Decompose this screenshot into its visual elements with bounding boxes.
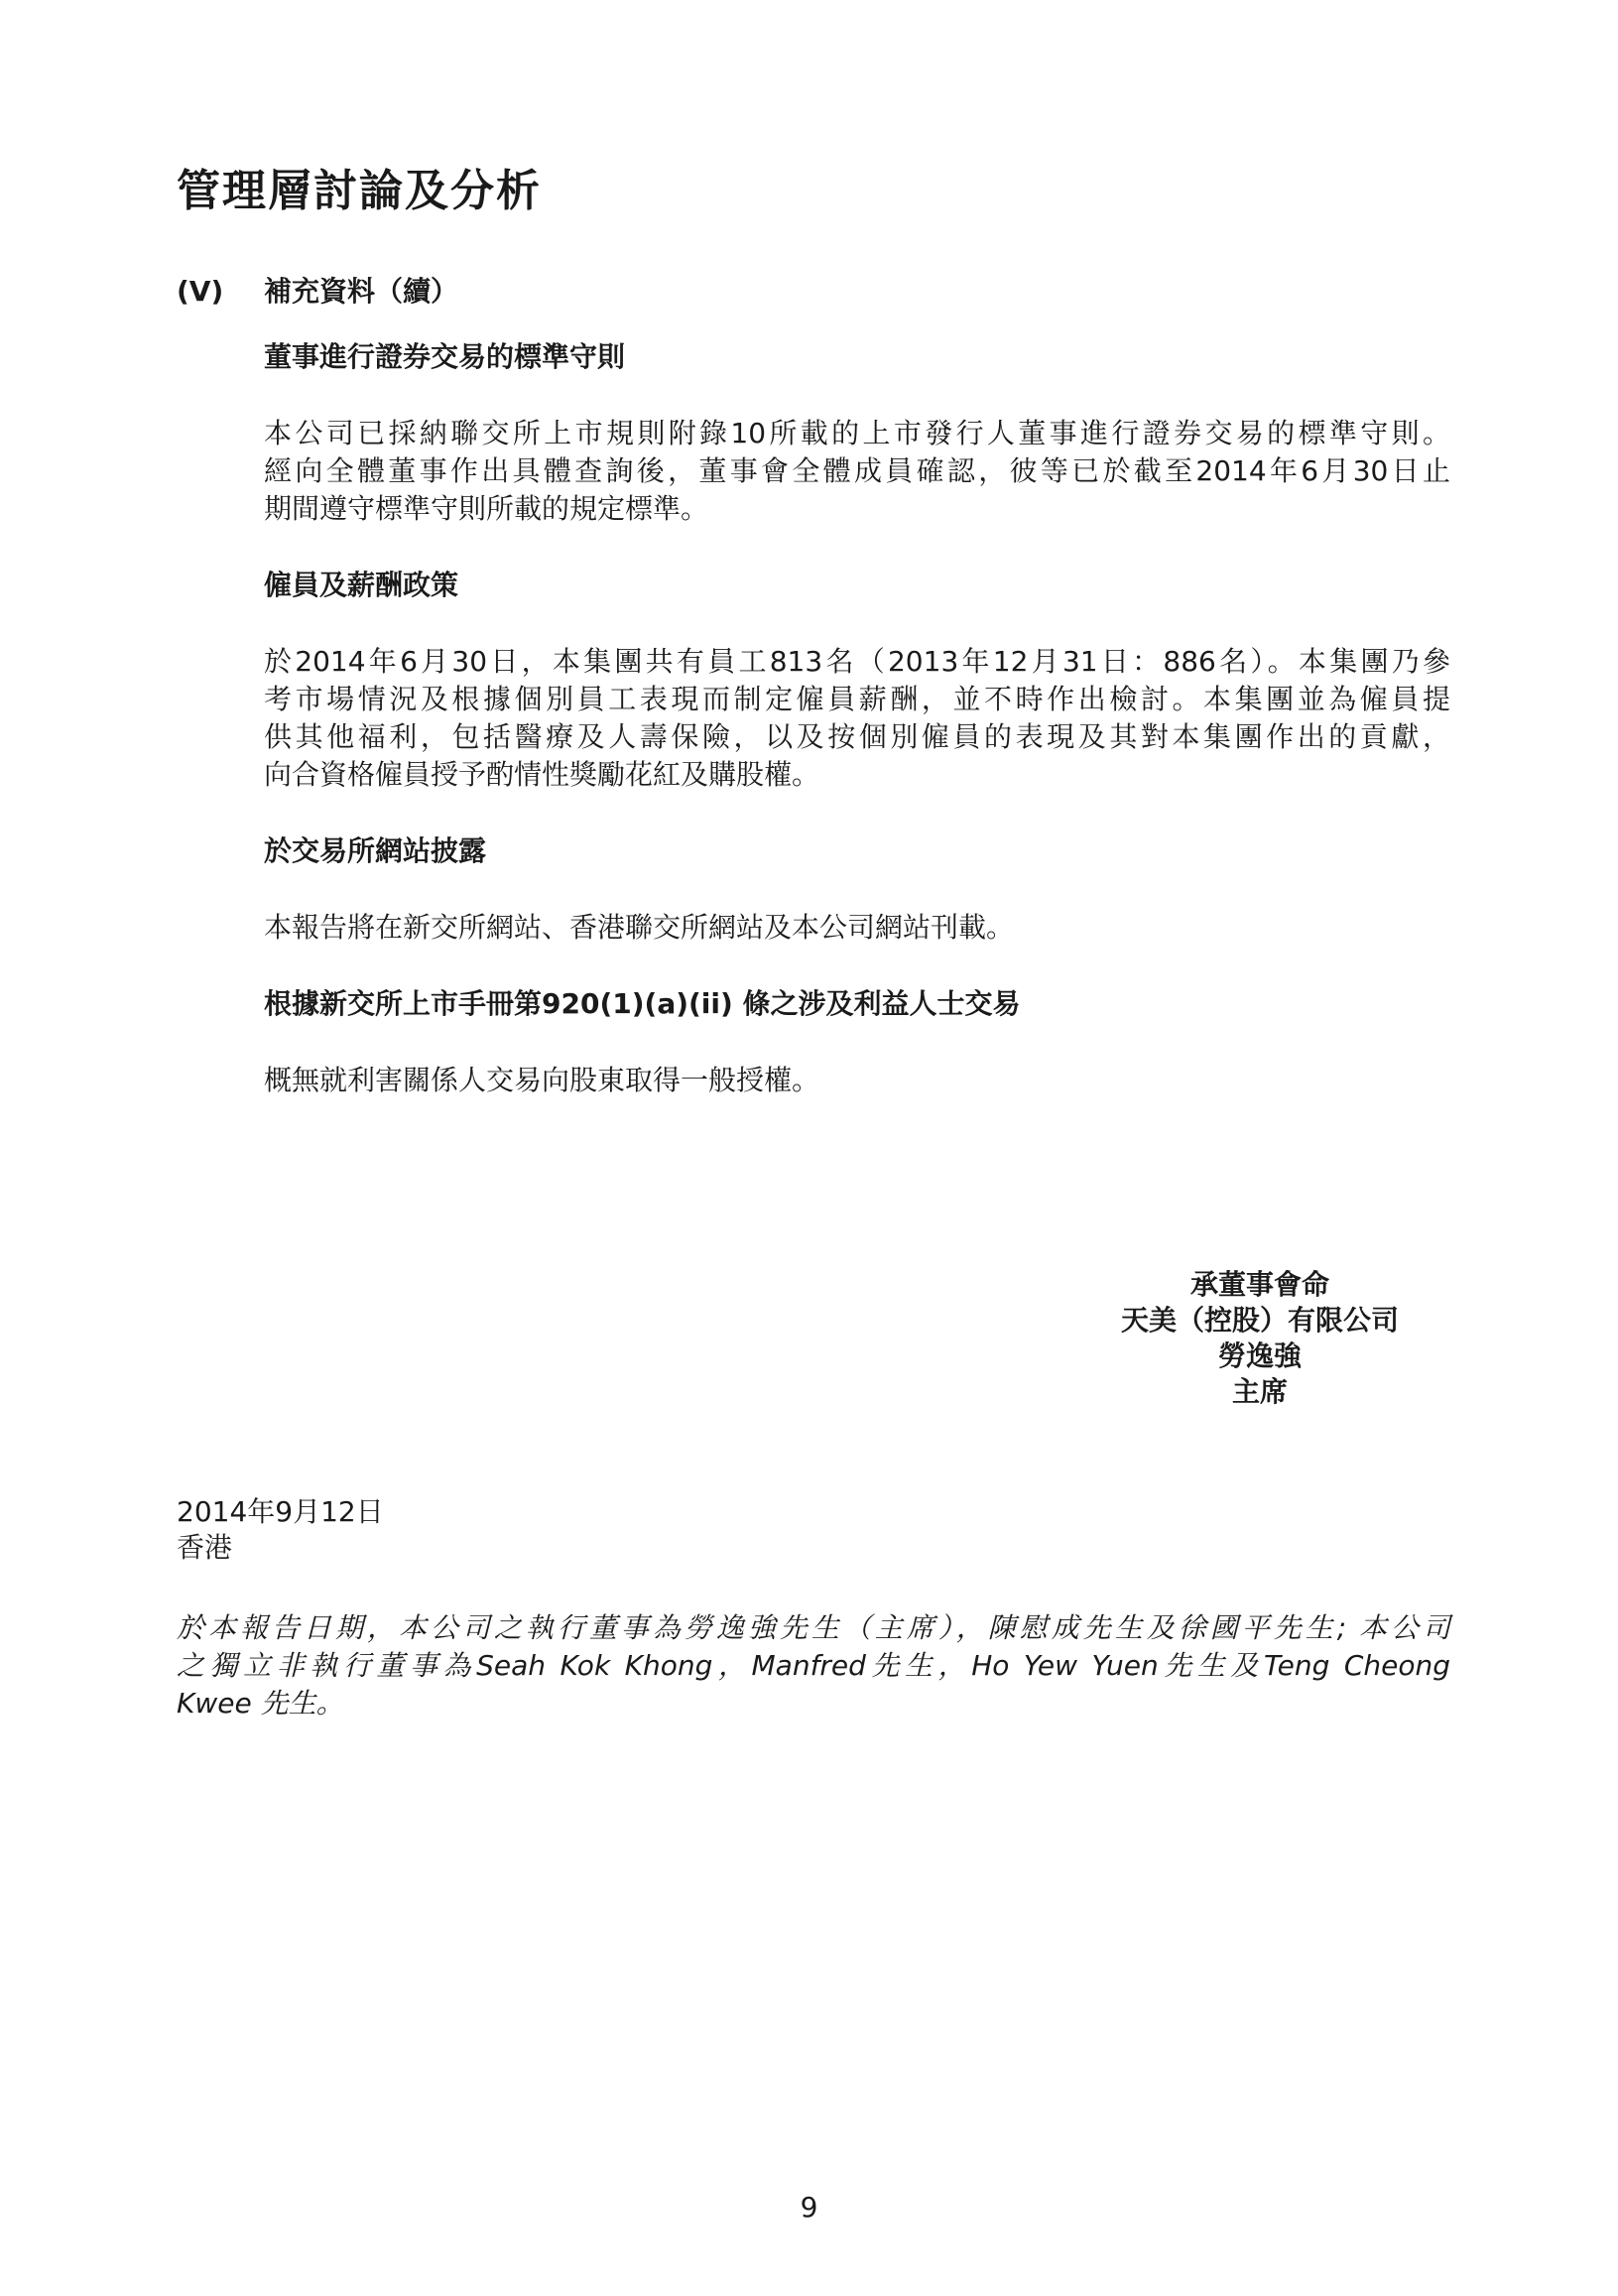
section-number: (V) xyxy=(177,275,224,308)
page-number: 9 xyxy=(800,2191,818,2224)
paragraph-line: 本公司已採納聯交所上市規則附錄10所載的上市發行人董事進行證券交易的標準守則。 xyxy=(264,417,1450,449)
paragraph-line: 經向全體董事作出具體查詢後，董事會全體成員確認，彼等已於截至2014年6月30日止 xyxy=(264,454,1450,487)
subheading-disclosure: 於交易所網站披露 xyxy=(264,834,487,867)
page-title: 管理層討論及分析 xyxy=(177,166,542,216)
signature-block xyxy=(1071,1267,1448,1410)
signatory-name: 勞逸強 xyxy=(1217,1339,1302,1372)
paragraph-interested-persons xyxy=(264,1062,1450,1099)
paragraph-line: 於2014年6月30日，本集團共有員工813名（2013年12月31日：886名）。本集團乃參 xyxy=(264,645,1450,678)
paragraph-line: 期間遵守標準守則所載的規定標準。 xyxy=(264,492,709,525)
paragraph-disclosure xyxy=(264,909,1450,947)
paragraph-line: 考市場情況及根據個別員工表現而制定僱員薪酬，並不時作出檢討。本集團並為僱員提 xyxy=(264,683,1450,715)
signatory-title: 主席 xyxy=(1231,1375,1288,1408)
footnote-line: 之獨立非執行董事為Seah Kok Khong，Manfred先生，Ho Yew Yuen先生及Teng Cheong xyxy=(177,1649,1450,1682)
subheading-employees: 僱員及薪酬政策 xyxy=(264,569,459,601)
paragraph-line: 供其他福利，包括醫療及人壽保險，以及按個別僱員的表現及其對本集團作出的貢獻， xyxy=(264,720,1450,753)
footnote-line: 於本報告日期，本公司之執行董事為勞逸強先生（主席），陳慰成先生及徐國平先生; 本公司 xyxy=(177,1611,1450,1644)
subheading-securities-code: 董事進行證券交易的標準守則 xyxy=(264,340,626,373)
paragraph-securities-code xyxy=(264,415,1450,528)
subheading-interested-persons: 根據新交所上市手冊第920(1)(a)(ii) 條之涉及利益人士交易 xyxy=(264,987,1021,1020)
paragraph-line: 概無就利害關係人交易向股東取得一般授權。 xyxy=(264,1064,820,1096)
report-place: 香港 xyxy=(177,1531,233,1564)
section-content xyxy=(264,337,1450,1137)
paragraph-employees xyxy=(264,643,1450,794)
company-name: 天美（控股）有限公司 xyxy=(1120,1304,1399,1337)
section-heading xyxy=(177,270,458,310)
report-date: 2014年9月12日 xyxy=(177,1495,384,1528)
paragraph-line: 本報告將在新交所網站、香港聯交所網站及本公司網站刊載。 xyxy=(264,911,1015,944)
section-title: 補充資料（續） xyxy=(264,275,459,308)
footnote-line: Kwee 先生。 xyxy=(177,1687,344,1720)
signature-line: 承董事會命 xyxy=(1189,1268,1329,1301)
directors-footnote xyxy=(177,1609,1450,1722)
date-place-block xyxy=(177,1494,384,1566)
paragraph-line: 向合資格僱員授予酌情性獎勵花紅及購股權。 xyxy=(264,758,820,791)
